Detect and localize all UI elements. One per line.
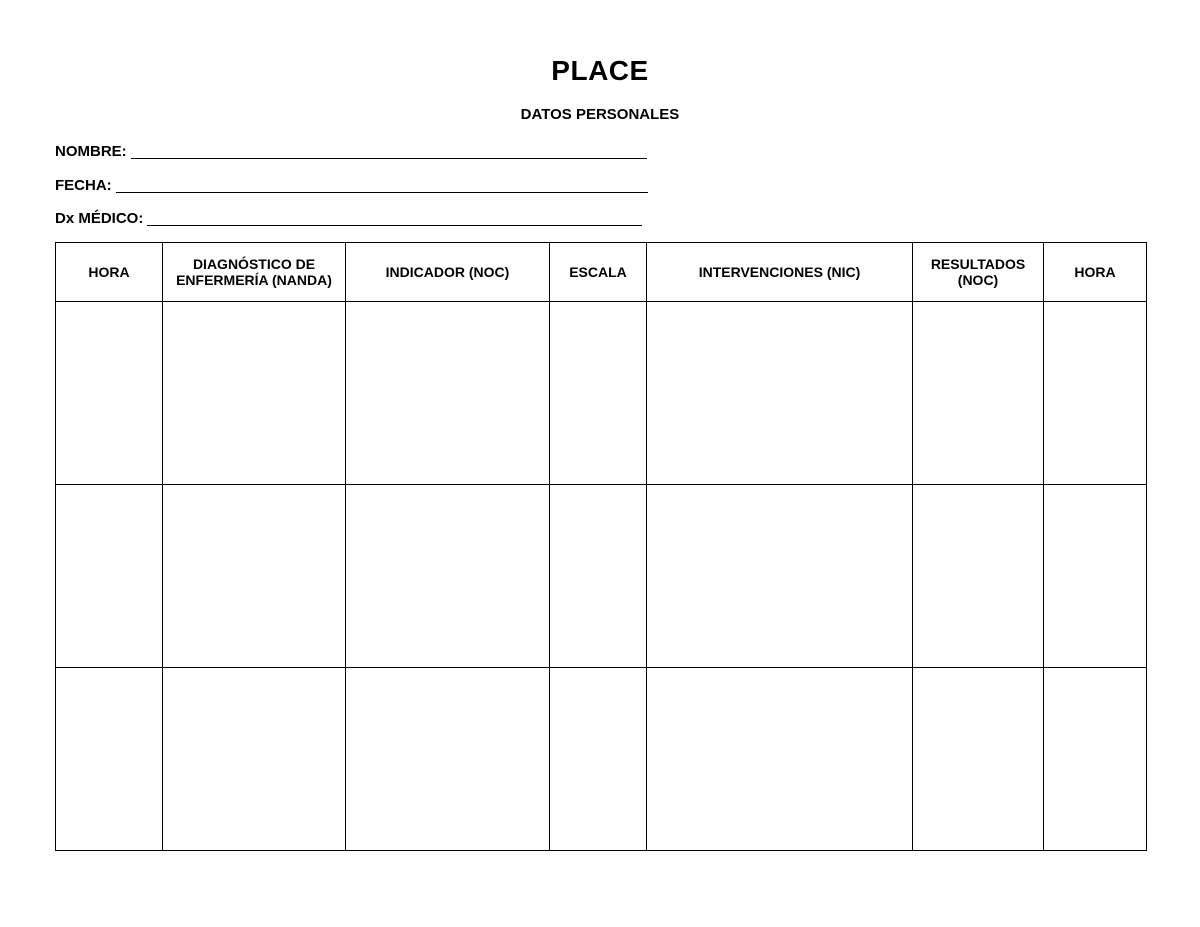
section-subtitle: DATOS PERSONALES (520, 106, 680, 123)
nombre-field (55, 139, 647, 161)
column-header-hora-2: HORA (1044, 243, 1147, 302)
table-row (56, 668, 1147, 851)
dx-medico-label: Dx MÉDICO: (55, 210, 144, 227)
table-row (56, 485, 1147, 668)
table-cell[interactable] (1044, 485, 1147, 668)
care-plan-table (55, 242, 1147, 851)
table-cell[interactable] (550, 302, 647, 485)
column-header-hora: HORA (56, 243, 163, 302)
table-cell[interactable] (913, 485, 1044, 668)
table-cell[interactable] (346, 668, 550, 851)
dx-medico-field (55, 206, 642, 228)
column-header-escala: ESCALA (550, 243, 647, 302)
table-cell[interactable] (163, 668, 346, 851)
table-cell[interactable] (550, 485, 647, 668)
dx-medico-input-line[interactable] (147, 225, 642, 226)
table-cell[interactable] (913, 668, 1044, 851)
table-cell[interactable] (346, 302, 550, 485)
table-cell[interactable] (163, 302, 346, 485)
fecha-field (55, 173, 648, 195)
nombre-input-line[interactable] (131, 158, 647, 159)
table-cell[interactable] (647, 485, 913, 668)
column-header-resultados: RESULTADOS (NOC) (913, 243, 1044, 302)
table-cell[interactable] (647, 668, 913, 851)
column-header-intervenciones: INTERVENCIONES (NIC) (647, 243, 913, 302)
table-cell[interactable] (913, 302, 1044, 485)
fecha-label: FECHA: (55, 177, 112, 194)
fecha-input-line[interactable] (116, 192, 648, 193)
column-header-diagnostico: DIAGNÓSTICO DE ENFERMERÍA (NANDA) (163, 243, 346, 302)
table-cell[interactable] (56, 485, 163, 668)
table-row (56, 302, 1147, 485)
table-cell[interactable] (163, 485, 346, 668)
page-title: PLACE (551, 55, 649, 86)
table-cell[interactable] (346, 485, 550, 668)
table-cell[interactable] (1044, 668, 1147, 851)
table-cell[interactable] (56, 668, 163, 851)
column-header-indicador: INDICADOR (NOC) (346, 243, 550, 302)
table-header-row (56, 243, 1147, 302)
table-cell[interactable] (550, 668, 647, 851)
table-cell[interactable] (56, 302, 163, 485)
table-cell[interactable] (1044, 302, 1147, 485)
nombre-label: NOMBRE: (55, 143, 127, 160)
table-cell[interactable] (647, 302, 913, 485)
